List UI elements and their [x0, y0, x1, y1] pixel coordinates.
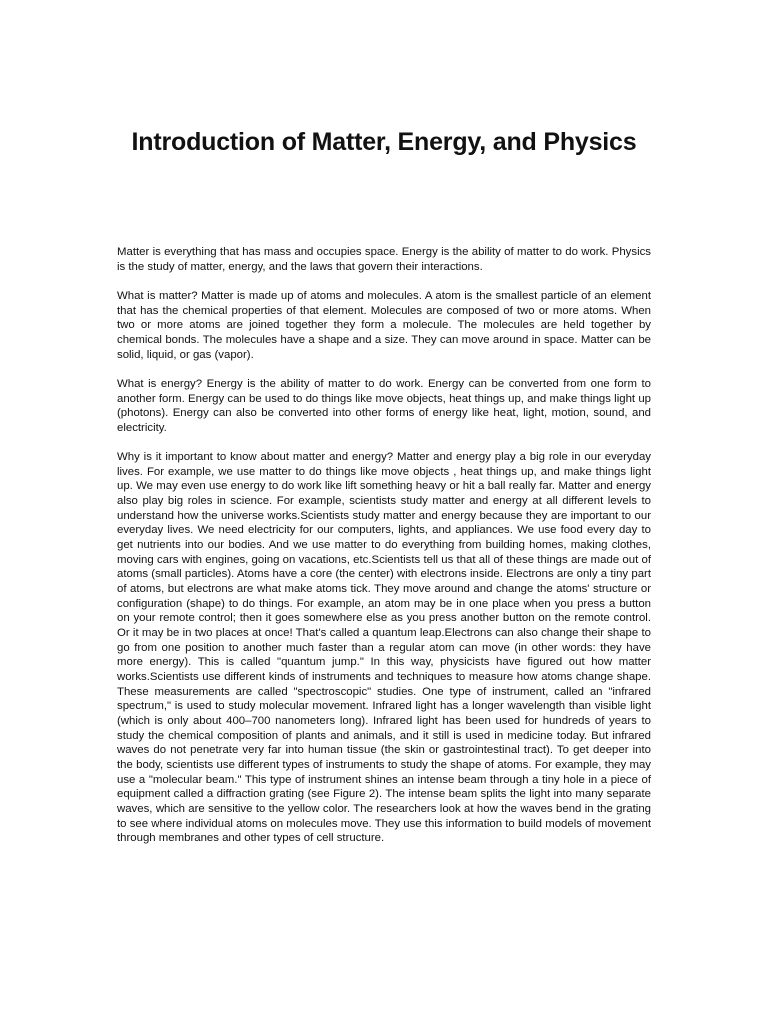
document-title: Introduction of Matter, Energy, and Physics — [131, 128, 637, 156]
document-body — [117, 245, 651, 861]
paragraph-definitions: Matter is everything that has mass and occupies space. Energy is the ability of matter to do work. Physics is the study of matter, energy, and the laws that govern their interactions. — [117, 246, 651, 273]
paragraph-what-is-matter: What is matter? Matter is made up of atoms and molecules. A atom is the smallest particle of an element that has the chemical properties of that element. Molecules are composed of two or more atoms. When two or more atoms are joined together they form a molecule. The molecules are held together by chemical bonds. The molecules have a shape and a size. They can move around in space. Matter can be solid, liquid, or gas (vapor). — [117, 289, 651, 361]
paragraph-why-important: Why is it important to know about matter and energy? Matter and energy play a big role in our everyday lives. For example, we use matter to do things like move objects , heat things up, and make things light up. We may even use energy to do work like lift something heavy or hit a ball really far. Matter and energy also play big roles in science. For example, scientists study matter and energy at all different levels to understand how the universe works.Scientists study matter and energy because they are important to our everyday lives. We need electricity for our computers, lights, and appliances. We use food every day to get nutrients into our bodies. And we use matter to do everything from building homes, making clothes, moving cars with engines, going on vacations, etc.Scientists tell us that all of these things are made out of atoms (small particles). Atoms have a core (the center) with electrons inside. Electrons are only a tiny part of atoms, but electrons are what make atoms tick. They move around and change the atoms' structure or configuration (shape) to do things. For example, an atom may be in one place when you press a button on your remote control; then it goes somewhere else as you press another button on the remote control. Or it may be in two places at once! That's called a quantum leap.Electrons can also change their shape to go from one position to another much faster than a regular atom can move (in other words: they have more energy). This is called "quantum jump." In this way, physicists have figured out how matter works.Scientists use different kinds of instruments and techniques to measure how atoms change shape. These measurements are called "spectroscopic" studies. One type of instrument, called an "infrared spectrum," is used to study molecular movement. Infrared light has a longer wavelength than visible light (which is only about 400–700 nanometers long). Infrared light has been used for hundreds of years to study the chemical composition of plants and animals, and it still is used in medicine today. But infrared waves do not penetrate very far into human tissue (the skin or gastrointestinal tract). To get deeper into the body, scientists use different types of instruments to study the shape of atoms. For example, they may use a "molecular beam." This type of instrument shines an intense beam through a tiny hole in a piece of equipment called a diffraction grating (see Figure 2). The intense beam splits the light into many separate waves, which are sensitive to the yellow color. The researchers look at how the waves bend in the grating to see where individual atoms on molecules move. They use this information to build models of movement through membranes and other types of cell structure. — [117, 451, 651, 845]
paragraph-what-is-energy: What is energy? Energy is the ability of matter to do work. Energy can be converted from one form to another form. Energy can be used to do things like move objects, heat things up, and make things light up (photons). Energy can also be converted into other forms of energy like heat, light, motion, sound, and electricity. — [117, 377, 651, 434]
